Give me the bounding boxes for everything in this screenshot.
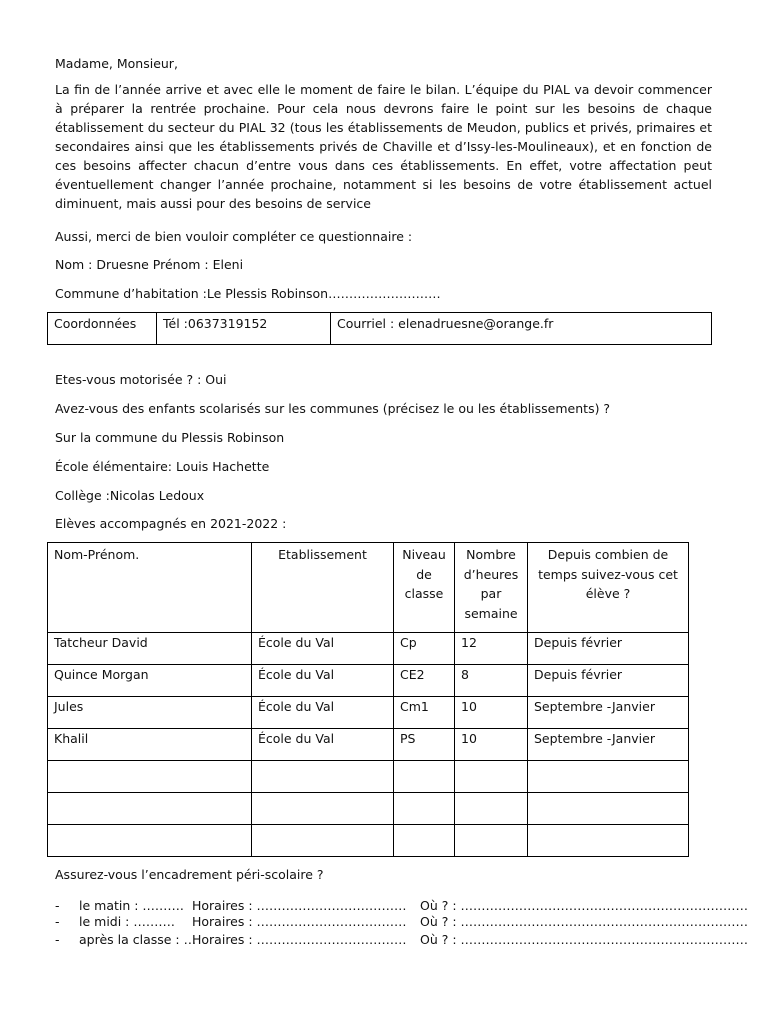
student-school: École du Val xyxy=(252,729,394,761)
questionnaire-intro: Aussi, merci de bien vouloir compléter ce questionnaire : xyxy=(55,229,413,244)
contact-label: Coordonnées xyxy=(48,313,157,345)
empty-cell[interactable] xyxy=(394,793,455,825)
empty-cell[interactable] xyxy=(455,825,528,857)
children-question: Avez-vous des enfants scolarisés sur les communes (précisez le ou les établissements) ? xyxy=(55,401,611,416)
student-since: Septembre -Janvier xyxy=(528,697,689,729)
commune-line: Commune d’habitation :Le Plessis Robinson……………………… xyxy=(55,286,441,301)
table-row-empty xyxy=(48,761,689,793)
peri-when: après la classe : … xyxy=(79,932,197,947)
peri-where: Où ? : …………………………………………………………… xyxy=(420,932,749,947)
header-since: Depuis combien de temps suivez-vous cet élève ? xyxy=(528,543,689,633)
student-name: Khalil xyxy=(48,729,252,761)
list-dash: - xyxy=(55,914,60,929)
student-level: CE2 xyxy=(394,665,455,697)
contact-table xyxy=(47,312,712,345)
table-row xyxy=(48,633,689,665)
table-row-empty xyxy=(48,825,689,857)
header-hours: Nombre d’heures par semaine xyxy=(455,543,528,633)
student-hours: 12 xyxy=(455,633,528,665)
student-level: Cp xyxy=(394,633,455,665)
empty-cell[interactable] xyxy=(48,793,252,825)
empty-cell[interactable] xyxy=(252,793,394,825)
table-row xyxy=(48,697,689,729)
student-school: École du Val xyxy=(252,665,394,697)
empty-cell[interactable] xyxy=(528,825,689,857)
children-commune: Sur la commune du Plessis Robinson xyxy=(55,430,285,445)
list-dash: - xyxy=(55,898,60,913)
empty-cell[interactable] xyxy=(252,825,394,857)
empty-cell[interactable] xyxy=(528,793,689,825)
contact-tel: Tél :0637319152 xyxy=(157,313,331,345)
peri-question: Assurez-vous l’encadrement péri-scolaire ? xyxy=(55,867,324,882)
student-level: Cm1 xyxy=(394,697,455,729)
peri-where: Où ? : …………………………………………………………… xyxy=(420,914,749,929)
table-row-empty xyxy=(48,793,689,825)
peri-where: Où ? : …………………………………………………………… xyxy=(420,898,749,913)
children-elementary: École élémentaire: Louis Hachette xyxy=(55,459,270,474)
list-dash: - xyxy=(55,932,60,947)
empty-cell[interactable] xyxy=(48,761,252,793)
empty-cell[interactable] xyxy=(394,761,455,793)
empty-cell[interactable] xyxy=(455,761,528,793)
student-name: Quince Morgan xyxy=(48,665,252,697)
student-since: Depuis février xyxy=(528,665,689,697)
contact-email: Courriel : elenadruesne@orange.fr xyxy=(331,313,712,345)
empty-cell[interactable] xyxy=(252,761,394,793)
student-hours: 8 xyxy=(455,665,528,697)
children-college: Collège :Nicolas Ledoux xyxy=(55,488,205,503)
salutation: Madame, Monsieur, xyxy=(55,56,178,71)
student-name: Jules xyxy=(48,697,252,729)
header-level: Niveau de classe xyxy=(394,543,455,633)
student-school: École du Val xyxy=(252,697,394,729)
student-hours: 10 xyxy=(455,729,528,761)
peri-hours: Horaires : ……………………………… xyxy=(192,898,407,913)
name-line: Nom : Druesne Prénom : Eleni xyxy=(55,257,244,272)
peri-when: le midi : ………. xyxy=(79,914,175,929)
empty-cell[interactable] xyxy=(394,825,455,857)
table-header-row xyxy=(48,543,689,633)
table-row xyxy=(48,665,689,697)
student-since: Depuis février xyxy=(528,633,689,665)
peri-hours: Horaires : ……………………………… xyxy=(192,914,407,929)
students-table xyxy=(47,542,689,857)
empty-cell[interactable] xyxy=(48,825,252,857)
table-row xyxy=(48,729,689,761)
header-school: Etablissement xyxy=(252,543,394,633)
header-name: Nom-Prénom. xyxy=(48,543,252,633)
empty-cell[interactable] xyxy=(528,761,689,793)
student-level: PS xyxy=(394,729,455,761)
peri-hours: Horaires : ……………………………… xyxy=(192,932,407,947)
student-name: Tatcheur David xyxy=(48,633,252,665)
student-since: Septembre -Janvier xyxy=(528,729,689,761)
peri-when: le matin : ………. xyxy=(79,898,184,913)
student-school: École du Val xyxy=(252,633,394,665)
motorized-answer: Etes-vous motorisée ? : Oui xyxy=(55,372,227,387)
student-hours: 10 xyxy=(455,697,528,729)
intro-paragraph: La fin de l’année arrive et avec elle le moment de faire le bilan. L’équipe du PIAL va devoir commencer à préparer la rentrée prochaine. Pour cela nous devrons faire le point sur les besoins de chaque établissement du secteur du PIAL 32 (tous les établissements de Meudon, publics et privés, primaires et secondaires ainsi que les établissements privés de Chaville et d’Issy-les-Moulineaux), et en fonction de ces besoins affecter chacun d’entre vous dans ces établissements. En effet, votre affectation peut éventuellement changer l’année prochaine, notamment si les besoins de votre établissement actuel diminuent, mais aussi pour des besoins de service xyxy=(55,82,712,211)
empty-cell[interactable] xyxy=(455,793,528,825)
students-title: Elèves accompagnés en 2021-2022 : xyxy=(55,516,287,531)
